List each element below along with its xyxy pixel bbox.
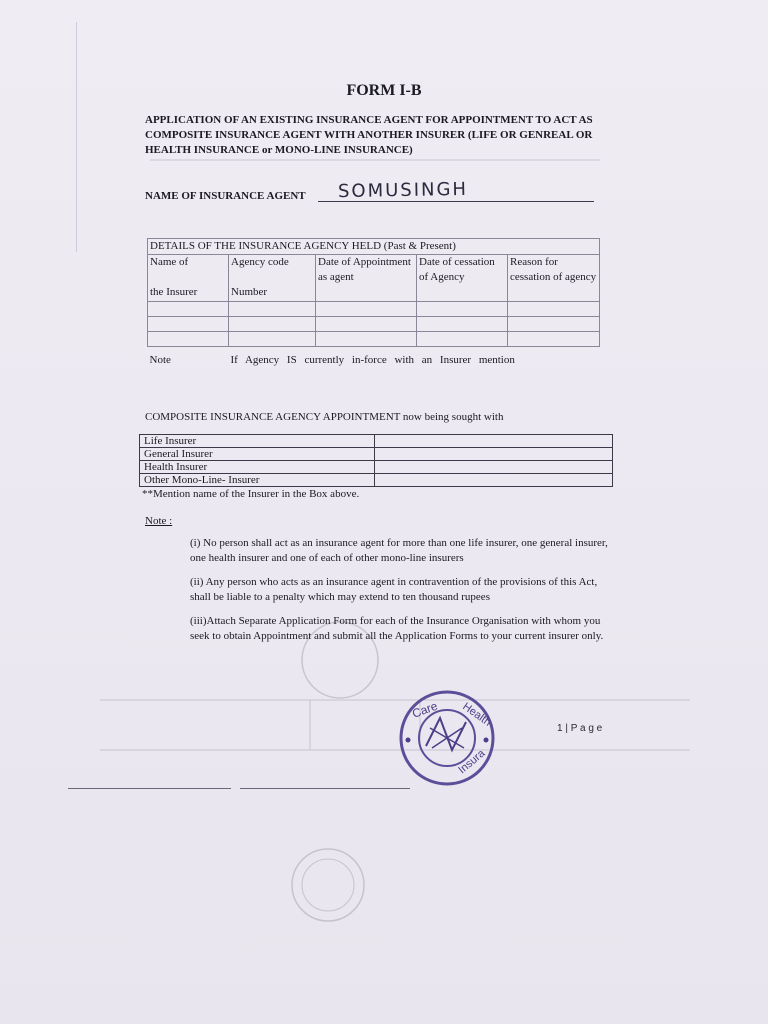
form-title: FORM I-B xyxy=(346,82,422,99)
cell-input[interactable] xyxy=(148,317,229,332)
mono-line-insurer-input[interactable] xyxy=(375,474,613,487)
cell-input[interactable] xyxy=(316,302,417,317)
table-row xyxy=(148,332,600,347)
life-insurer-input[interactable] xyxy=(375,435,613,448)
general-insurer-label: General Insurer xyxy=(140,448,375,461)
table-row xyxy=(140,461,613,474)
health-insurer-input[interactable] xyxy=(375,461,613,474)
header-date-of-cessation: Date of cessation of Agency xyxy=(417,255,508,302)
cell-input[interactable] xyxy=(148,302,229,317)
cell-input[interactable] xyxy=(148,332,229,347)
note-text: If Agency IS currently in-force with an Insurer mention xyxy=(229,347,600,374)
cell-input[interactable] xyxy=(417,332,508,347)
table-row xyxy=(140,435,613,448)
company-stamp-icon xyxy=(392,688,502,788)
svg-text:Health: Health xyxy=(460,700,494,729)
composite-appointment-label: COMPOSITE INSURANCE AGENCY APPOINTMENT now being sought with xyxy=(145,411,504,423)
cell-input[interactable] xyxy=(229,332,316,347)
table-note-row xyxy=(148,347,600,374)
cell-input[interactable] xyxy=(508,317,600,332)
signature-line xyxy=(68,788,231,789)
cell-input[interactable] xyxy=(508,332,600,347)
cell-input[interactable] xyxy=(316,332,417,347)
cell-input[interactable] xyxy=(508,302,600,317)
health-insurer-label: Health Insurer xyxy=(140,461,375,474)
note-label: Note xyxy=(148,347,229,374)
header-name-of-insurer: Name of the Insurer xyxy=(148,255,229,302)
form-subtitle: APPLICATION OF AN EXISTING INSURANCE AGENT FOR APPOINTMENT TO ACT AS COMPOSITE INSURANCE AGENT WITH ANOTHER INSURER (LIFE OR GENREAL OR HEALTH INSURANCE or MONO-LINE INSURANCE) xyxy=(145,114,593,156)
signature-line-2 xyxy=(240,788,410,789)
page-number: 1 | P a g e xyxy=(557,723,603,734)
mention-instruction: **Mention name of the Insurer in the Box above. xyxy=(142,488,360,500)
cell-input[interactable] xyxy=(417,302,508,317)
table-row xyxy=(140,474,613,487)
svg-text:Insura: Insura xyxy=(456,747,488,777)
cell-input[interactable] xyxy=(316,317,417,332)
agent-name-label: NAME OF INSURANCE AGENT xyxy=(145,190,306,202)
mono-line-insurer-label: Other Mono-Line- Insurer xyxy=(140,474,375,487)
header-date-of-appointment: Date of Appointment as agent xyxy=(316,255,417,302)
header-agency-code: Agency code Number xyxy=(229,255,316,302)
table-row xyxy=(148,317,600,332)
agency-details-table xyxy=(147,238,600,373)
composite-insurer-table xyxy=(139,434,613,487)
table-row xyxy=(148,302,600,317)
table-row xyxy=(140,448,613,461)
cell-input[interactable] xyxy=(229,317,316,332)
header-reason-for-cessation: Reason for cessation of agency xyxy=(508,255,600,302)
notes-list xyxy=(190,536,610,653)
general-insurer-input[interactable] xyxy=(375,448,613,461)
cell-input[interactable] xyxy=(417,317,508,332)
life-insurer-label: Life Insurer xyxy=(140,435,375,448)
table-caption: DETAILS OF THE INSURANCE AGENCY HELD (Past & Present) xyxy=(148,239,600,255)
margin-line xyxy=(76,22,77,252)
cell-input[interactable] xyxy=(229,302,316,317)
note-item-3: (iii)Attach Separate Application Form for each of the Insurance Organisation with whom you seek to obtain Appointment and submit all the Application Forms to your current insurer only. xyxy=(190,615,604,642)
note-heading: Note : xyxy=(145,515,173,527)
agent-name-field[interactable]: SOMUSINGH xyxy=(337,178,469,203)
svg-text:Care: Care xyxy=(410,698,440,721)
note-item-2: (ii) Any person who acts as an insurance agent in contravention of the provisions of this Act, shall be liable to a penalty which may extend to ten thousand rupees xyxy=(190,576,598,603)
note-item-1: (i) No person shall act as an insurance agent for more than one life insurer, one general insurer, one health insurer and one of each of other mono-line insurers xyxy=(190,537,608,564)
